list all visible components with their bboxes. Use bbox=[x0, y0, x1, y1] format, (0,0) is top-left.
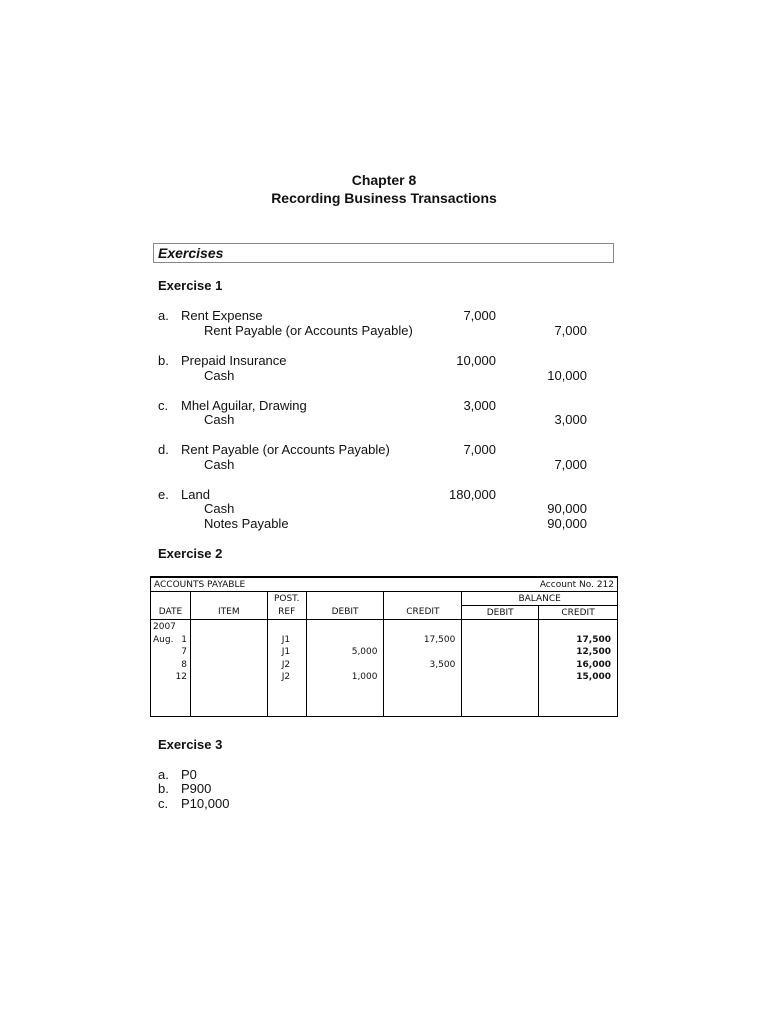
debit-amount: 3,000 bbox=[463, 398, 496, 413]
credit-amount: 10,000 bbox=[547, 368, 587, 383]
ref-value: J1 bbox=[281, 647, 291, 657]
exercise3-title: Exercise 3 bbox=[158, 737, 223, 752]
day-label: 12 bbox=[175, 672, 187, 682]
credit-column bbox=[384, 620, 462, 717]
credit-amount: 7,000 bbox=[554, 457, 587, 472]
ledger-body bbox=[151, 620, 618, 717]
ref-column bbox=[267, 620, 306, 717]
debit-amount: 7,000 bbox=[463, 442, 496, 457]
post-header: POST. bbox=[267, 592, 306, 606]
section-header: Exercises bbox=[153, 243, 614, 263]
balance-credit-column bbox=[539, 620, 618, 717]
entry-letter: d. bbox=[158, 442, 169, 457]
credit-amount: 90,000 bbox=[547, 501, 587, 516]
ref-header: REF bbox=[267, 606, 306, 620]
ledger-header-row-2 bbox=[151, 606, 618, 620]
balance-header: BALANCE bbox=[462, 592, 618, 606]
ledger-account-row bbox=[151, 577, 618, 592]
debit-amount: 10,000 bbox=[456, 353, 496, 368]
balance-value: 16,000 bbox=[576, 659, 611, 670]
credit-account: Cash bbox=[204, 501, 235, 516]
page-title: Recording Business Transactions bbox=[271, 190, 497, 206]
balance-value: 15,000 bbox=[576, 672, 611, 682]
day-label: 8 bbox=[181, 659, 187, 670]
debit-value bbox=[310, 659, 378, 672]
credit-value bbox=[387, 671, 455, 684]
account-number: Account No. 212 bbox=[384, 577, 618, 592]
balance-value: 17,500 bbox=[576, 634, 611, 645]
answer-value: P900 bbox=[181, 781, 212, 796]
ref-value: J1 bbox=[281, 634, 291, 645]
entry-letter: b. bbox=[158, 353, 169, 368]
credit-account: Notes Payable bbox=[204, 516, 289, 531]
credit-value bbox=[387, 646, 455, 659]
balance-credit-header: CREDIT bbox=[539, 606, 618, 620]
credit-account: Rent Payable (or Accounts Payable) bbox=[204, 323, 413, 338]
balance-value: 12,500 bbox=[576, 647, 611, 657]
credit-amount: 90,000 bbox=[547, 516, 587, 531]
credit-account: Cash bbox=[204, 412, 235, 427]
date-column bbox=[151, 620, 191, 717]
debit-amount: 180,000 bbox=[449, 487, 496, 502]
ref-value: J2 bbox=[281, 659, 291, 670]
credit-value: 17,500 bbox=[423, 634, 456, 645]
debit-amount: 7,000 bbox=[463, 308, 496, 323]
exercise1-title: Exercise 1 bbox=[158, 278, 223, 293]
answer-value: P10,000 bbox=[181, 796, 230, 811]
answer-letter: a. bbox=[158, 767, 169, 782]
debit-account: Land bbox=[181, 487, 210, 502]
year-label: 2007 bbox=[153, 622, 176, 632]
debit-value bbox=[310, 634, 378, 647]
chapter-label: Chapter 8 bbox=[351, 172, 417, 188]
account-name: ACCOUNTS PAYABLE bbox=[151, 577, 384, 592]
debit-header: DEBIT bbox=[306, 606, 384, 620]
day-label: 1 bbox=[181, 634, 187, 645]
debit-column bbox=[306, 620, 384, 717]
answer-letter: b. bbox=[158, 781, 169, 796]
balance-debit-column bbox=[462, 620, 539, 717]
debit-account: Rent Payable (or Accounts Payable) bbox=[181, 442, 390, 457]
item-column bbox=[190, 620, 267, 717]
month-label: Aug. bbox=[153, 634, 174, 645]
credit-value: 3,500 bbox=[429, 659, 456, 670]
day-label: 7 bbox=[181, 647, 187, 657]
debit-account: Prepaid Insurance bbox=[181, 353, 287, 368]
ref-value: J2 bbox=[281, 672, 291, 682]
debit-value: 5,000 bbox=[351, 647, 378, 657]
table-row-date bbox=[153, 634, 187, 647]
ledger-table bbox=[150, 576, 618, 717]
credit-amount: 7,000 bbox=[554, 323, 587, 338]
answer-letter: c. bbox=[158, 796, 169, 811]
credit-account: Cash bbox=[204, 368, 235, 383]
item-header: ITEM bbox=[190, 606, 267, 620]
credit-header: CREDIT bbox=[384, 606, 462, 620]
balance-debit-header: DEBIT bbox=[462, 606, 539, 620]
debit-account: Rent Expense bbox=[181, 308, 263, 323]
credit-account: Cash bbox=[204, 457, 235, 472]
debit-account: Mhel Aguilar, Drawing bbox=[181, 398, 307, 413]
answer-value: P0 bbox=[181, 767, 197, 782]
date-header: DATE bbox=[151, 606, 191, 620]
debit-value: 1,000 bbox=[351, 672, 378, 682]
exercise2-title: Exercise 2 bbox=[158, 546, 223, 561]
entry-letter: e. bbox=[158, 487, 169, 502]
entry-letter: a. bbox=[158, 308, 169, 323]
ledger-header-row-1 bbox=[151, 592, 618, 606]
entry-letter: c. bbox=[158, 398, 169, 413]
credit-amount: 3,000 bbox=[554, 412, 587, 427]
